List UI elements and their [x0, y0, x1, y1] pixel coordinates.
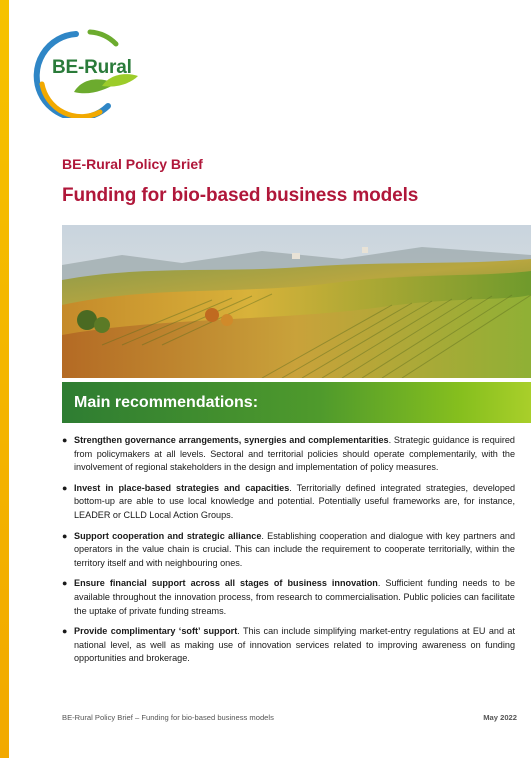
list-item	[62, 530, 515, 571]
be-rural-logo	[30, 26, 160, 118]
recommendation-heading: Ensure financial support across all stages of business innovation	[74, 578, 378, 589]
recommendation-heading: Support cooperation and strategic alliance	[74, 530, 262, 541]
side-accent-bar	[0, 0, 9, 758]
recommendation-heading: Strengthen governance arrangements, synergies and complementarities	[74, 435, 389, 445]
section-title: Main recommendations:	[74, 394, 259, 411]
vineyard-landscape-image	[62, 225, 531, 378]
logo-wordmark: BE-Rural	[52, 57, 132, 78]
recommendation-heading: Provide complimentary ‘soft’ support	[74, 626, 238, 637]
recommendations-list	[62, 434, 515, 673]
recommendation-text: . This can include simplifying market-entry regulations at EU and at national level, as well as making use of innovation services related to improving awareness on funding opportunities and brokerage.	[74, 626, 516, 664]
footer-date: May 2022	[483, 713, 517, 722]
recommendation-text: . Establishing cooperation and dialogue with key partners and operators in the value chain is crucial. This can include the requirement to cooperate territorially, within the territory itself and with neighbouring ones.	[74, 530, 515, 568]
footer-document-title: BE-Rural Policy Brief – Funding for bio-based business models	[62, 713, 274, 722]
recommendation-heading: Invest in place-based strategies and capacities	[74, 482, 290, 493]
list-item	[62, 577, 515, 618]
list-item	[62, 434, 515, 475]
bullet-icon: ●	[62, 435, 68, 445]
page-title: Funding for bio-based business models	[62, 185, 419, 206]
list-item	[62, 482, 515, 523]
recommendations-header-band	[62, 382, 531, 423]
bullet-icon: ●	[62, 530, 68, 541]
bullet-icon: ●	[62, 626, 68, 637]
bullet-icon: ●	[62, 482, 68, 493]
list-item	[62, 625, 515, 666]
recommendation-text: . Strategic guidance is required from policymakers at all levels. Sectoral and territorial policies should operate complementarily, with the involvement of regional stakeholders in the design and implementation of policy measures.	[74, 435, 515, 473]
bullet-icon: ●	[62, 578, 68, 589]
recommendation-text: . Territorially defined integrated strategies, developed bottom-up are able to use local knowledge and potential. Potentially useful frameworks are, for instance, LEADER or CLLD Local Action Groups.	[74, 482, 515, 520]
recommendation-text: . Sufficient funding needs to be available throughout the innovation process, from research to commercialisation. Public policies can facilitate the uptake of private funding streams.	[74, 578, 516, 616]
landscape-illustration	[62, 225, 531, 378]
brief-series-label: BE-Rural Policy Brief	[62, 156, 203, 172]
